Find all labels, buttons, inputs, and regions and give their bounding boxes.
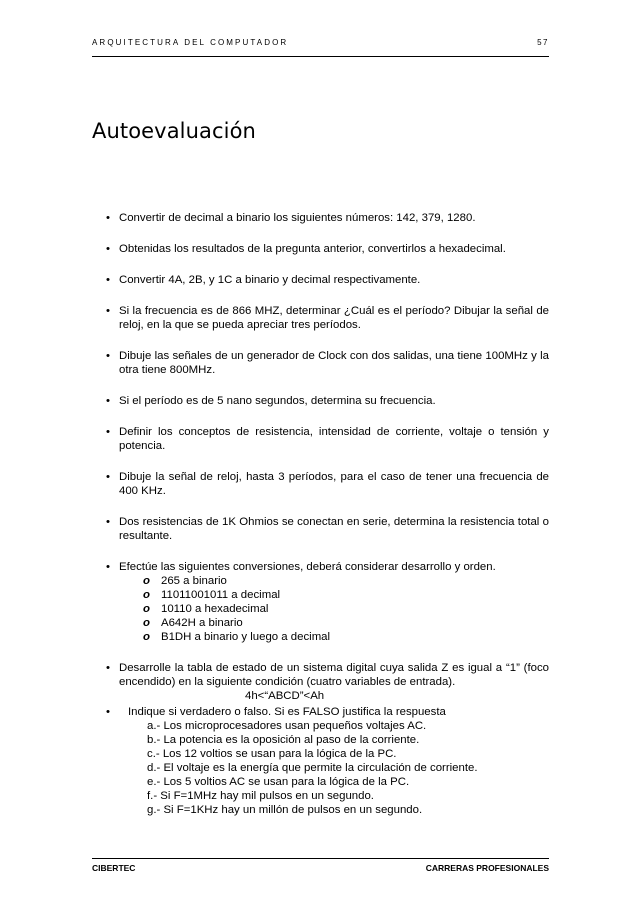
sub-bullet-icon: o (143, 631, 150, 643)
bullet-icon: • (106, 662, 110, 674)
bullet-icon: • (106, 274, 110, 286)
question-item (92, 242, 549, 256)
statement-item: a.- Los microprocesadores usan pequeños voltajes AC. (147, 720, 427, 732)
sub-item-text: 10110 a hexadecimal (161, 603, 269, 615)
question-text: Definir los conceptos de resistencia, intensidad de corriente, voltaje o tensión y potencia. (119, 426, 549, 452)
page-header (92, 36, 549, 57)
question-text: Si el período es de 5 nano segundos, determina su frecuencia. (119, 395, 436, 407)
bullet-icon: • (106, 212, 110, 224)
question-item (92, 515, 549, 543)
statement-item: f.- Si F=1MHz hay mil pulsos en un segundo. (147, 790, 374, 802)
question-item-state-table (92, 661, 549, 703)
page-number: 57 (537, 38, 549, 47)
statement-item: g.- Si F=1KHz hay un millón de pulsos en un segundo. (147, 804, 423, 816)
question-item (92, 425, 549, 453)
sub-list-item (119, 616, 549, 630)
sub-item-text: A642H a binario (161, 617, 243, 629)
condition-expression: 4h<“ABCD”<Ah (245, 690, 325, 702)
sub-bullet-icon: o (143, 617, 150, 629)
question-text: Dos resistencias de 1K Ohmios se conectan en serie, determina la resistencia total o resultante. (119, 516, 549, 542)
bullet-icon: • (106, 350, 110, 362)
question-text: Indique si verdadero o falso. Si es FALSO justifica la respuesta (128, 706, 446, 718)
statement-item: d.- El voltaje es la energía que permite la circulación de corriente. (147, 762, 478, 774)
question-item (92, 349, 549, 377)
question-item (92, 273, 549, 287)
bullet-icon: • (106, 243, 110, 255)
question-text: Dibuje las señales de un generador de Clock con dos salidas, una tiene 100MHz y la otra tiene 800MHz. (119, 350, 549, 376)
true-false-list (119, 719, 549, 817)
footer-institution: CIBERTEC (92, 863, 136, 873)
question-item (92, 211, 549, 225)
footer-program: CARRERAS PROFESIONALES (425, 863, 549, 873)
sub-item-text: B1DH a binario y luego a decimal (161, 631, 331, 643)
bullet-icon: • (106, 516, 110, 528)
question-list (92, 211, 549, 817)
statement-item: b.- La potencia es la oposición al paso de la corriente. (147, 734, 420, 746)
page-footer (92, 858, 549, 879)
question-text: Convertir 4A, 2B, y 1C a binario y decimal respectivamente. (119, 274, 421, 286)
question-text: Desarrolle la tabla de estado de un sistema digital cuya salida Z es igual a “1” (foco encendido) en la siguiente condición (cuatro variables de entrada). (119, 662, 549, 688)
sub-item-text: 11011001011 a decimal (161, 589, 281, 601)
statement-item: e.- Los 5 voltios AC se usan para la lógica de la PC. (147, 776, 410, 788)
question-item (92, 470, 549, 498)
bullet-icon: • (106, 426, 110, 438)
statement-item: c.- Los 12 voltios se usan para la lógica de la PC. (147, 748, 397, 760)
question-item (92, 304, 549, 332)
bullet-icon: • (106, 561, 110, 573)
bullet-icon: • (106, 305, 110, 317)
bullet-icon: • (106, 471, 110, 483)
conversion-list (119, 574, 549, 644)
bullet-icon: • (106, 706, 110, 718)
question-text: Dibuje la señal de reloj, hasta 3 períodos, para el caso de tener una frecuencia de 400 KHz. (119, 471, 549, 497)
question-text: Efectúe las siguientes conversiones, deberá considerar desarrollo y orden. (119, 561, 496, 573)
question-item-true-false (92, 705, 549, 817)
sub-list-item (119, 630, 549, 644)
question-text: Convertir de decimal a binario los siguientes números: 142, 379, 1280. (119, 212, 476, 224)
question-text: Si la frecuencia es de 866 MHZ, determinar ¿Cuál es el período? Dibujar la señal de reloj, en la que se pueda apreciar tres períodos. (119, 305, 549, 331)
question-text: Obtenidas los resultados de la pregunta anterior, convertirlos a hexadecimal. (119, 243, 506, 255)
sub-list-item (119, 602, 549, 616)
sub-item-text: 265 a binario (161, 575, 227, 587)
question-item-conversions (92, 560, 549, 644)
sub-list-item (119, 588, 549, 602)
sub-bullet-icon: o (143, 589, 150, 601)
sub-list-item (119, 574, 549, 588)
bullet-icon: • (106, 395, 110, 407)
header-title: ARQUITECTURA DEL COMPUTADOR (92, 38, 289, 47)
page-title: Autoevaluación (92, 119, 256, 143)
sub-bullet-icon: o (143, 575, 150, 587)
question-item (92, 394, 549, 408)
sub-bullet-icon: o (143, 603, 150, 615)
